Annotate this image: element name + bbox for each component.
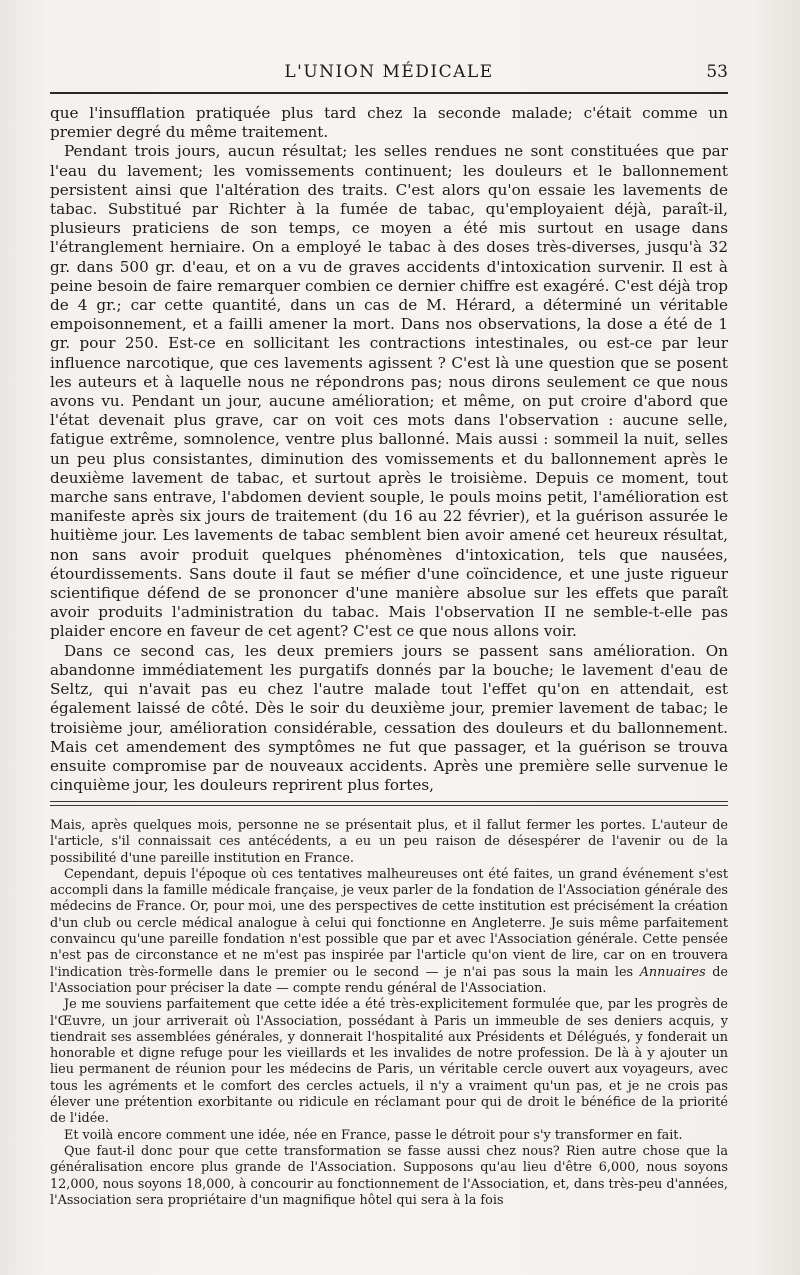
header-rule <box>50 92 728 94</box>
main-paragraph: que l'insufflation pratiquée plus tard chez la seconde malade; c'était comme un premier degré du même traitement. <box>50 104 728 142</box>
feuilleton-text-run: Cependant, depuis l'époque où ces tentatives malheureuses ont été faites, un grand événement s'est accompli dans la famille médicale française, je veux parler de la fondation de l'Association générale des médecins de France. Or, pour moi, une des perspectives de cette institution est précisément la création d'un club ou cercle médical analogue à celui qui fonctionne en Angleterre. Je suis même parfaitement convaincu qu'une pareille fondation n'est possible que par et avec l'Association générale. Cette pensée n'est pas de circonstance et ne m'est pas inspirée par l'article qu'on vient de lire, car on en trouvera l'indication très-formelle dans le premier ou le second — je n'ai pas sous la main les <box>50 866 728 980</box>
feuilleton-paragraph: Mais, après quelques mois, personne ne se présentait plus, et il fallut fermer les portes. L'auteur de l'article, s'il connaissait ces antécédents, a eu un peu raison de désespérer de l'avenir ou de la possibilité d'une pareille institution en France. <box>50 818 728 866</box>
feuilleton-paragraph: Et voilà encore comment une idée, née en France, passe le détroit pour s'y transformer en fait. <box>64 1127 683 1143</box>
feuilleton-paragraph: Que faut-il donc pour que cette transformation se fasse aussi chez nous? Rien autre chose que la généralisation encore plus grande de l'Association. Supposons qu'au lieu d'être 6,000, nous soyons 12,000, nous soyons 18,000, à concourir au fonctionnement de l'Association, et, dans très-peu d'années, l'Association sera propriétaire d'un magnifique hôtel qui sera à la fois <box>50 1143 728 1208</box>
main-text <box>50 104 728 795</box>
main-paragraph: Dans ce second cas, les deux premiers jours se passent sans amélioration. On abandonne immédiatement les purgatifs donnés par la bouche; le lavement d'eau de Seltz, qui n'avait pas eu chez l'autre malade tout l'effet qu'on en attendait, est également laissé de côté. Dès le soir du deuxième jour, premier lavement de tabac; le troisième jour, amélioration considérable, cessation des douleurs et du ballonnement. Mais cet amendement des symptômes ne fut que passager, et la guérison se trouva ensuite compromise par de nouveaux accidents. Après une première selle survenue le cinquième jour, les douleurs reprirent plus fortes, <box>50 641 728 795</box>
feuilleton-paragraph <box>50 867 728 997</box>
running-title: L'UNION MÉDICALE <box>284 62 494 82</box>
page-header <box>50 60 728 86</box>
feuilleton-paragraph: Je me souviens parfaitement que cette idée a été très-explicitement formulée que, par les progrès de l'Œuvre, un jour arriverait où l'Association, possédant à Paris un immeuble de ses deniers acquis, y tiendrait ses assemblées générales, y donnerait l'hospitalité aux Présidents et Délégués, y fonderait un honorable et digne refuge pour les vieillards et les invalides de notre profession. De là à y ajouter un lieu permanent de réunion pour les médecins de Paris, un véritable cercle ouvert aux voyageurs, avec tous les agréments et le comfort des cercles actuels, il n'y a vraiment qu'un pas, et je ne crois pas élever une prétention exorbitante ou ridicule en réclamant pour qui de droit le bénéfice de la priorité de l'idée. <box>50 997 728 1127</box>
feuilleton-text-run: de l'Association pour préciser la date — compte rendu général de l'Association. <box>50 964 728 996</box>
page-number: 53 <box>706 62 728 82</box>
section-divider <box>50 801 728 806</box>
main-paragraph: Pendant trois jours, aucun résultat; les selles rendues ne sont constituées que par l'eau du lavement; les vomissements continuent; les douleurs et le ballonnement persistent ainsi que l'altération des traits. C'est alors qu'on essaie les lavements de tabac. Substitué par Richter à la fumée de tabac, qu'employaient déjà, paraît-il, plusieurs praticiens de son temps, ce moyen a été mis surtout en usage dans l'étranglement herniaire. On a employé le tabac à des doses très-diverses, jusqu'à 32 gr. dans 500 gr. d'eau, et on a vu de graves accidents d'intoxication survenir. Il est à peine besoin de faire remarquer combien ce dernier chiffre est exagéré. C'est déjà trop de 4 gr.; car cette quantité, dans un cas de M. Hérard, a déterminé un véritable empoisonnement, et a failli amener la mort. Dans nos observations, la dose a été de 1 gr. pour 250. Est-ce en sollicitant les contractions intestinales, ou est-ce par leur influence narcotique, que ces lavements agissent ? C'est là une question que se posent les auteurs et à laquelle nous ne répondrons pas; nous dirons seulement ce que nous avons vu. Pendant un jour, aucune amélioration; et même, on put croire d'abord que l'état devenait plus grave, car on voit ces mots dans l'observation : aucune selle, fatigue extrême, somnolence, ventre plus ballonné. Mais aussi : sommeil la nuit, selles un peu plus consistantes, diminution des vomissements et du ballonnement après le deuxième lavement de tabac, et surtout après le troisième. Depuis ce moment, tout marche sans entrave, l'abdomen devient souple, le pouls moins petit, l'amélioration est manifeste après six jours de traitement (du 16 au 22 février), et la guérison assurée le huitième jour. Les lavements de tabac semblent bien avoir amené cet heureux résultat, non sans avoir produit quelques phénomènes d'intoxication, tels que nausées, étourdissements. Sans doute il faut se méfier d'une coïncidence, et une juste rigueur scientifique défend de se prononcer d'une manière absolue sur les effets que paraît avoir produits l'administration du tabac. Mais l'observation II ne semble-t-elle pas plaider encore en faveur de cet agent? C'est ce que nous allons voir. <box>50 142 728 641</box>
feuilleton-text <box>50 818 728 1209</box>
annuaires-title: Annuaires <box>639 964 706 980</box>
